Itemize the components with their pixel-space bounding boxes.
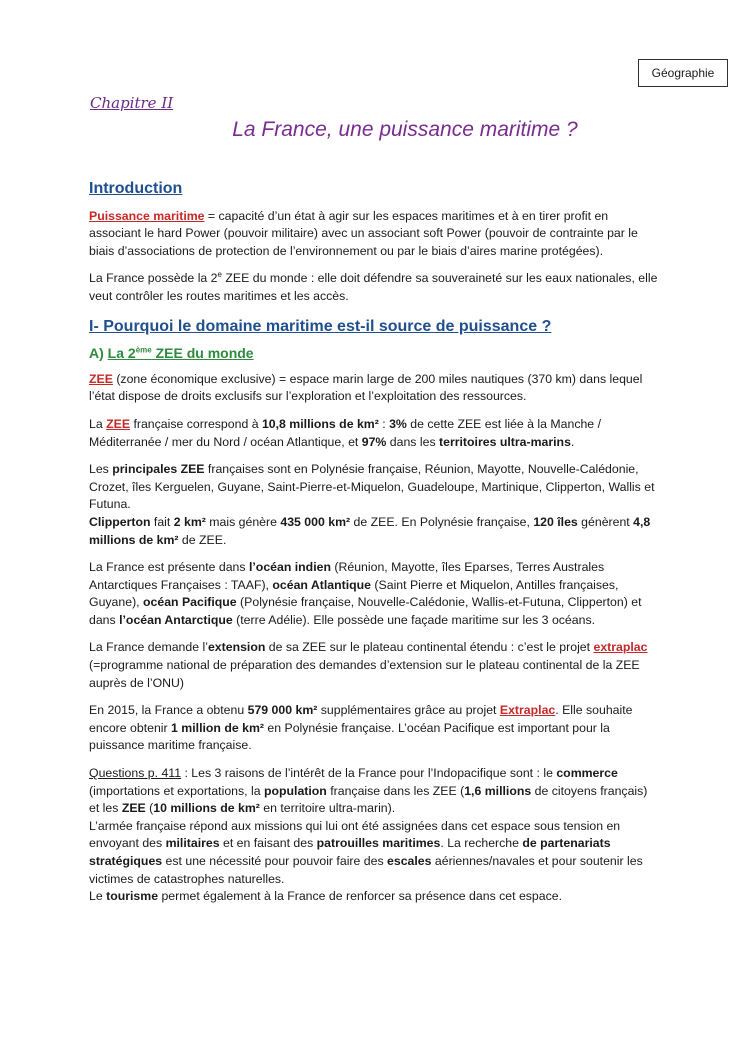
subject-label: Géographie	[638, 59, 728, 87]
intro-definition: Puissance maritime = capacité d’un état à agir sur les espaces maritimes et à en tirer profit en associant le hard Power (pouvoir militaire) avec un associant soft Power (pouvoir de contrainte par le biais d’associations de protection de l’environnement ou par le biais d’aires marine protégées).	[89, 208, 638, 258]
document-body	[89, 180, 659, 916]
intro-paragraph: La France possède la 2e ZEE du monde : elle doit défendre sa souveraineté sur les eaux nationales, elle veut contrôler les routes maritimes et les accès.	[89, 270, 658, 303]
zee-surface-paragraph: La ZEE française correspond à 10,8 millions de km² : 3% de cette ZEE est liée à la Manche / Méditerranée / mer du Nord / océan Atlantique, et 97% dans les territoires ultra-marins.	[89, 416, 601, 449]
principal-zee-paragraph: Les principales ZEE françaises sont en Polynésie française, Réunion, Mayotte, Nouvelle-Calédonie, Crozet, îles Kerguelen, Guyane, Saint-Pierre-et-Miquelon, Guadeloupe, Martinique, Clipperton, Wallis et Futuna. Clipperton fait 2 km² mais génère 435 000 km² de ZEE. En Polynésie française, 120 îles génèrent 4,8 millions de km² de ZEE.	[89, 462, 655, 547]
page-title: La France, une puissance maritime ?	[232, 118, 578, 141]
oceans-paragraph: La France est présente dans l’océan indien (Réunion, Mayotte, îles Eparses, Terres Australes Antarctiques Françaises : TAAF), océan Atlantique (Saint Pierre et Miquelon, Antilles françaises, Guyane), océan Pacifique (Polynésie française, Nouvelle-Calédonie, Wallis-et-Futuna, Clipperton) et dans l’océan Antarctique (terre Adélie). Elle possède une façade maritime sur les 3 océans.	[89, 560, 642, 627]
extraplac-paragraph: En 2015, la France a obtenu 579 000 km² supplémentaires grâce au projet Extraplac. Elle souhaite encore obtenir 1 million de km² en Polynésie française. L’océan Pacifique est important pour la puissance maritime française.	[89, 703, 633, 753]
questions-paragraph: Questions p. 411 : Les 3 raisons de l’intérêt de la France pour l’Indopacifique sont : le commerce (importations et exportations, la population française dans les ZEE (1,6 millions de citoyens français) et les ZEE (10 millions de km² en territoire ultra-marin). L’armée française répond aux missions qui lui ont été assignées dans cet espace sous tension en envoyant des militaires et en faisant des patrouilles maritimes. La recherche de partenariats stratégiques est une nécessité pour pouvoir faire des escales aériennes/navales et pour soutenir les victimes de catastrophes naturelles. Le tourisme permet également à la France de renforcer sa présence dans cet espace.	[89, 766, 648, 904]
extension-paragraph: La France demande l’extension de sa ZEE sur le plateau continental étendu : c’est le projet extraplac (=programme national de préparation des demandes d’extension sur le plateau continental de la ZEE auprès de l’ONU)	[89, 640, 648, 690]
intro-heading: Introduction	[89, 180, 183, 197]
zee-definition: ZEE (zone économique exclusive) = espace marin large de 200 miles nautiques (370 km) dans lequel l’état dispose de droits exclusifs sur l’exploration et l’exploitation des ressources.	[89, 371, 643, 404]
chapter-label: Chapitre II	[90, 94, 174, 112]
subsection-heading: A) La 2ème ZEE du monde	[89, 345, 254, 362]
section-heading: I- Pourquoi le domaine maritime est-il source de puissance ?	[89, 317, 552, 335]
